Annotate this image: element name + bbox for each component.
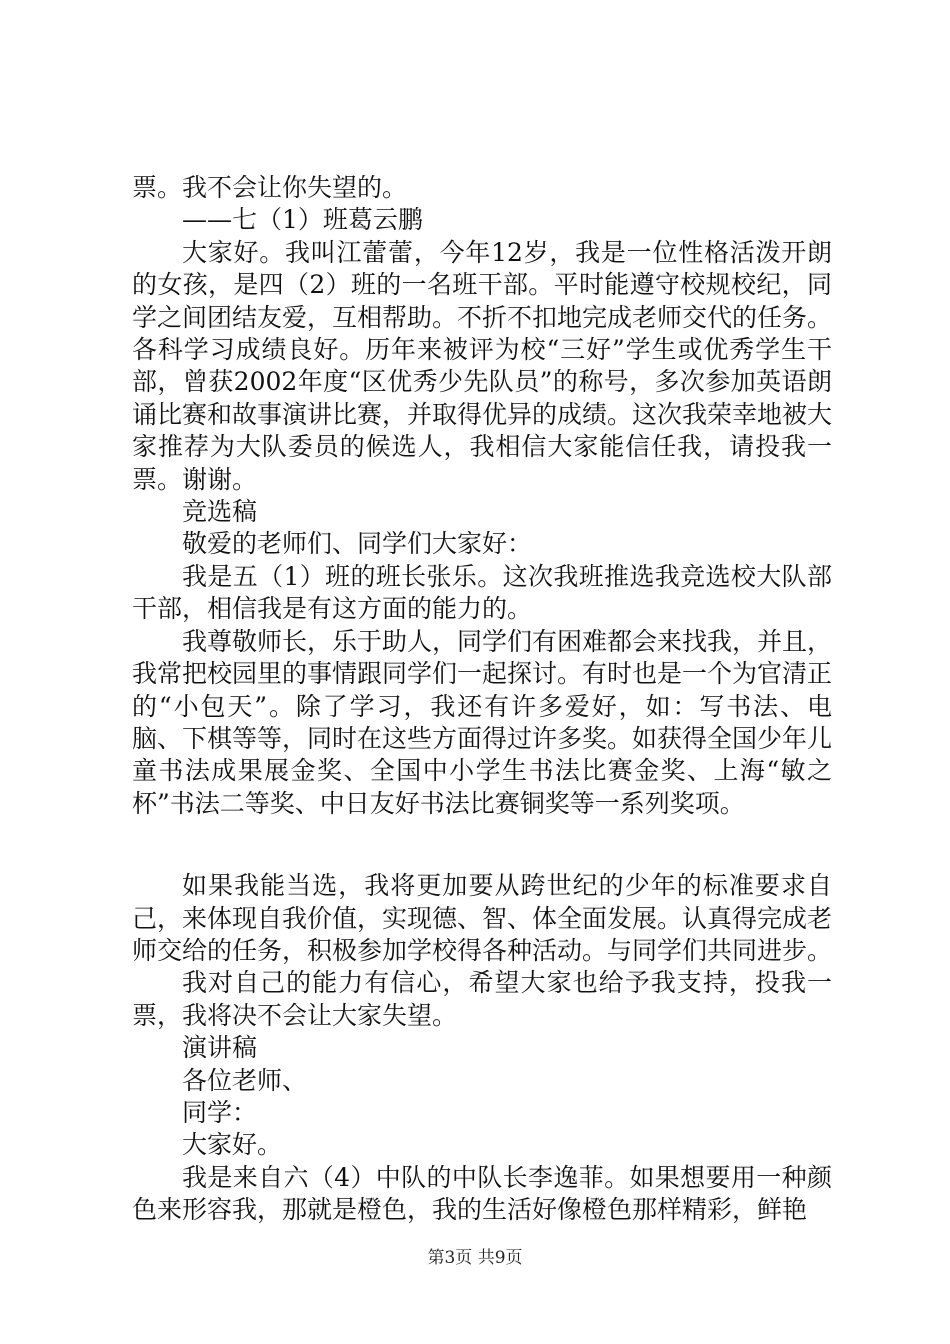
page-footer: 第3页 共9页 [427,1248,523,1268]
paragraph: 我是来自六（4）中队的中队长李逸菲。如果想要用一种颜色来形容我，那就是橙色，我的生活好像橙色那样精彩，鲜艳 [132,1162,832,1225]
section-heading: 竞选稿 [182,497,258,527]
salutation: 同学： [182,1097,258,1127]
paragraph: 大家好。我叫江蕾蕾，今年12岁，我是一位性格活泼开朗的女孩，是四（2）班的一名班干部。平时能遵守校规校纪，同学之间团结友爱，互相帮助。不折不扣地完成老师交代的任务。各科学习成绩良好。历年来被评为校“三好”学生或优秀学生干部，曾获2002年度“区优秀少先队员”的称号，多次参加英语朗诵比赛和故事演讲比赛，并取得优异的成绩。这次我荣幸地被大家推荐为大队委员的候选人，我相信大家能信任我，请投我一票。谢谢。 [132,237,833,494]
blank-line [132,820,832,870]
signature-line: ——七（1）班葛云鹏 [182,205,423,235]
section-heading: 演讲稿 [182,1033,258,1063]
greeting: 大家好。 [182,1130,283,1160]
salutation: 敬爱的老师们、同学们大家好： [182,529,533,559]
paragraph: 我是五（1）班的班长张乐。这次我班推选我竞选校大队部干部，相信我是有这方面的能力的。 [132,561,832,624]
paragraph: 我对自己的能力有信心，希望大家也给予我支持，投我一票，我将决不会让大家失望。 [132,968,832,1030]
document-body [132,172,832,1227]
salutation: 各位老师、 [182,1065,308,1095]
paragraph: 我尊敬师长，乐于助人，同学们有困难都会来找我，并且，我常把校园里的事情跟同学们一起探讨。有时也是一个为官清正的“小包天”。除了学习，我还有许多爱好，如：写书法、电脑、下棋等等，同时在这些方面得过许多奖。如获得全国少年儿童书法成果展金奖、全国中小学生书法比赛金奖、上海“敏之杯”书法二等奖、中日友好书法比赛铜奖等一系列奖项。 [132,626,833,818]
paragraph: 如果我能当选，我将更加要从跨世纪的少年的标准要求自己，来体现自我价值，实现德、智、体全面发展。认真得完成老师交给的任务，积极参加学校得各种活动。与同学们共同进步。 [132,871,833,965]
paragraph: 票。我不会让你失望的。 [132,173,408,202]
